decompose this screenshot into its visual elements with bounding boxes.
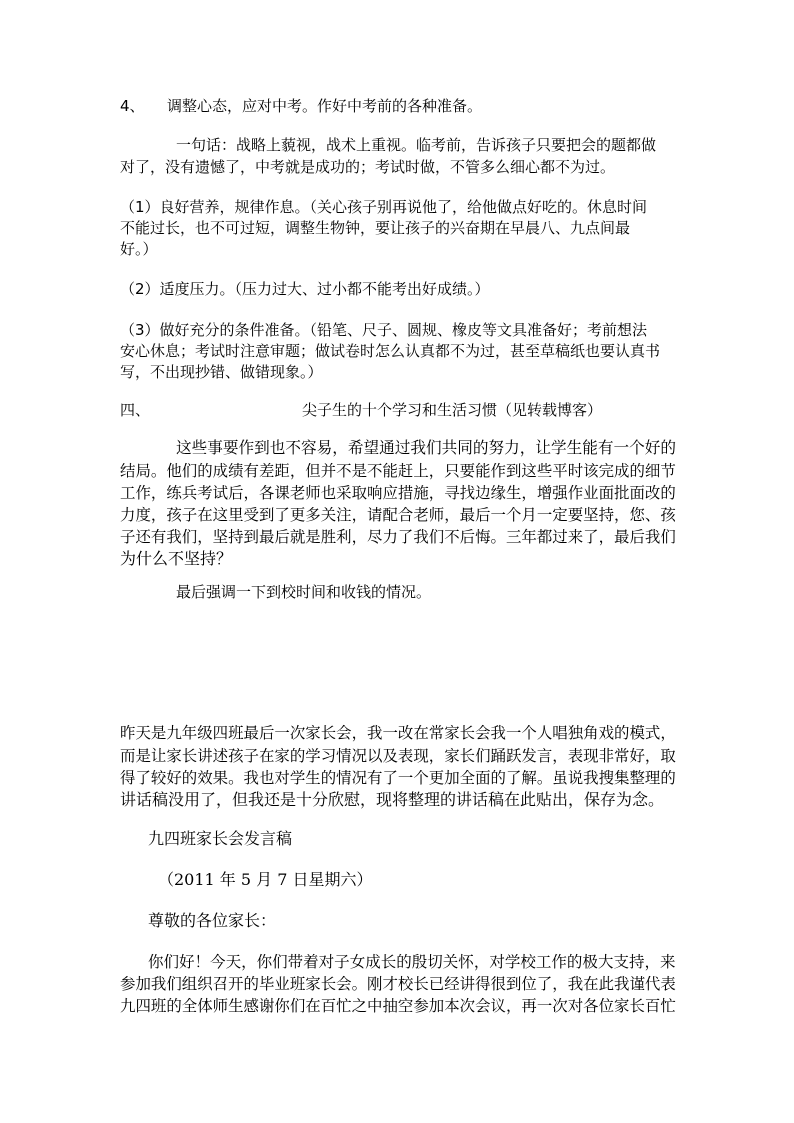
closing-paragraph-line: 这些事要作到也不容易，希望通过我们共同的努力，让学生能有一个好的 <box>176 438 676 457</box>
section-4-heading: 调整心态，应对中考。作好中考前的各种准备。 <box>167 97 483 115</box>
blog-intro-line: 讲话稿没用了，但我还是十分欣慰，现将整理的讲话稿在此贴出，保存为念。 <box>120 790 665 809</box>
closing-paragraph-line: 力度，孩子在这里受到了更多关注，请配合老师，最后一个月一定要坚持，您、孩 <box>120 506 676 524</box>
blog-intro-line: 昨天是九年级四班最后一次家长会，我一改在常家长会我一个人唱独角戏的模式， <box>120 724 676 742</box>
closing-paragraph-line: 工作，练兵考试后，各课老师也采取响应措施，寻找边缘生，增强作业面批面改的 <box>120 484 676 502</box>
closing-paragraph-line: 结局。他们的成绩有差距，但并不是不能赶上，只要能作到这些平时该完成的细节 <box>120 462 676 480</box>
speech-body-line: 你们好！今天，你们带着对子女成长的殷切关怀，对学校工作的极大支持，来 <box>148 953 676 971</box>
section-4-intro-line: 一句话：战略上藐视，战术上重视。临考前，告诉孩子只要把会的题都做 <box>176 136 657 154</box>
list-item-3-line: 写，不出现抄错、做错现象。） <box>120 363 323 381</box>
closing-paragraph-line: 为什么不坚持？ <box>120 549 233 568</box>
list-item-3-line: （3）做好充分的条件准备。（铅笔、尺子、圆规、橡皮等文具准备好；考前想法 <box>120 321 648 339</box>
speech-date: （2011 年 5 月 7 日星期六） <box>158 870 373 889</box>
list-item-1-line: （1）良好营养，规律作息。（关心孩子别再说他了，给他做点好吃的。休息时间 <box>120 198 648 216</box>
blog-intro-line: 而是让家长讲述孩子在家的学习情况以及表现，家长们踊跃发言，表现非常好，取 <box>120 747 676 765</box>
speech-salutation: 尊敬的各位家长： <box>148 911 277 930</box>
section-4-intro-line: 对了，没有遗憾了，中考就是成功的；考试时做，不管多么细心都不为过。 <box>120 158 616 176</box>
list-item-3-line: 安心休息；考试时注意审题；做试卷时怎么认真都不为过，甚至草稿纸也要认真书 <box>120 342 661 360</box>
section-si-heading: 尖子生的十个学习和生活习惯（见转载博客） <box>302 401 603 419</box>
list-item-1-line: 好。） <box>120 240 158 258</box>
speech-body-line: 九四班的全体师生感谢你们在百忙之中抽空参加本次会议，再一次对各位家长百忙 <box>120 997 676 1015</box>
list-item-2-line: （2）适度压力。（压力过大、过小都不能考出好成绩。） <box>120 280 490 298</box>
speech-title: 九四班家长会发言稿 <box>148 829 293 848</box>
speech-body-line: 参加我们组织召开的毕业班家长会。刚才校长已经讲得很到位了，我在此我谨代表 <box>120 975 676 993</box>
list-item-1-line: 不能过长，也不可过短，调整生物钟，要让孩子的兴奋期在早晨八、九点间最 <box>120 219 631 237</box>
section-4-marker: 4、 <box>120 97 145 115</box>
closing-paragraph-line: 子还有我们，坚持到最后就是胜利，尽力了我们不后悔。三年都过来了，最后我们 <box>120 528 676 546</box>
blog-intro-line: 得了较好的效果。我也对学生的情况有了一个更加全面的了解。虽说我搜集整理的 <box>120 769 676 787</box>
closing-final-note: 最后强调一下到校时间和收钱的情况。 <box>176 583 432 601</box>
section-si-marker: 四、 <box>120 401 151 419</box>
